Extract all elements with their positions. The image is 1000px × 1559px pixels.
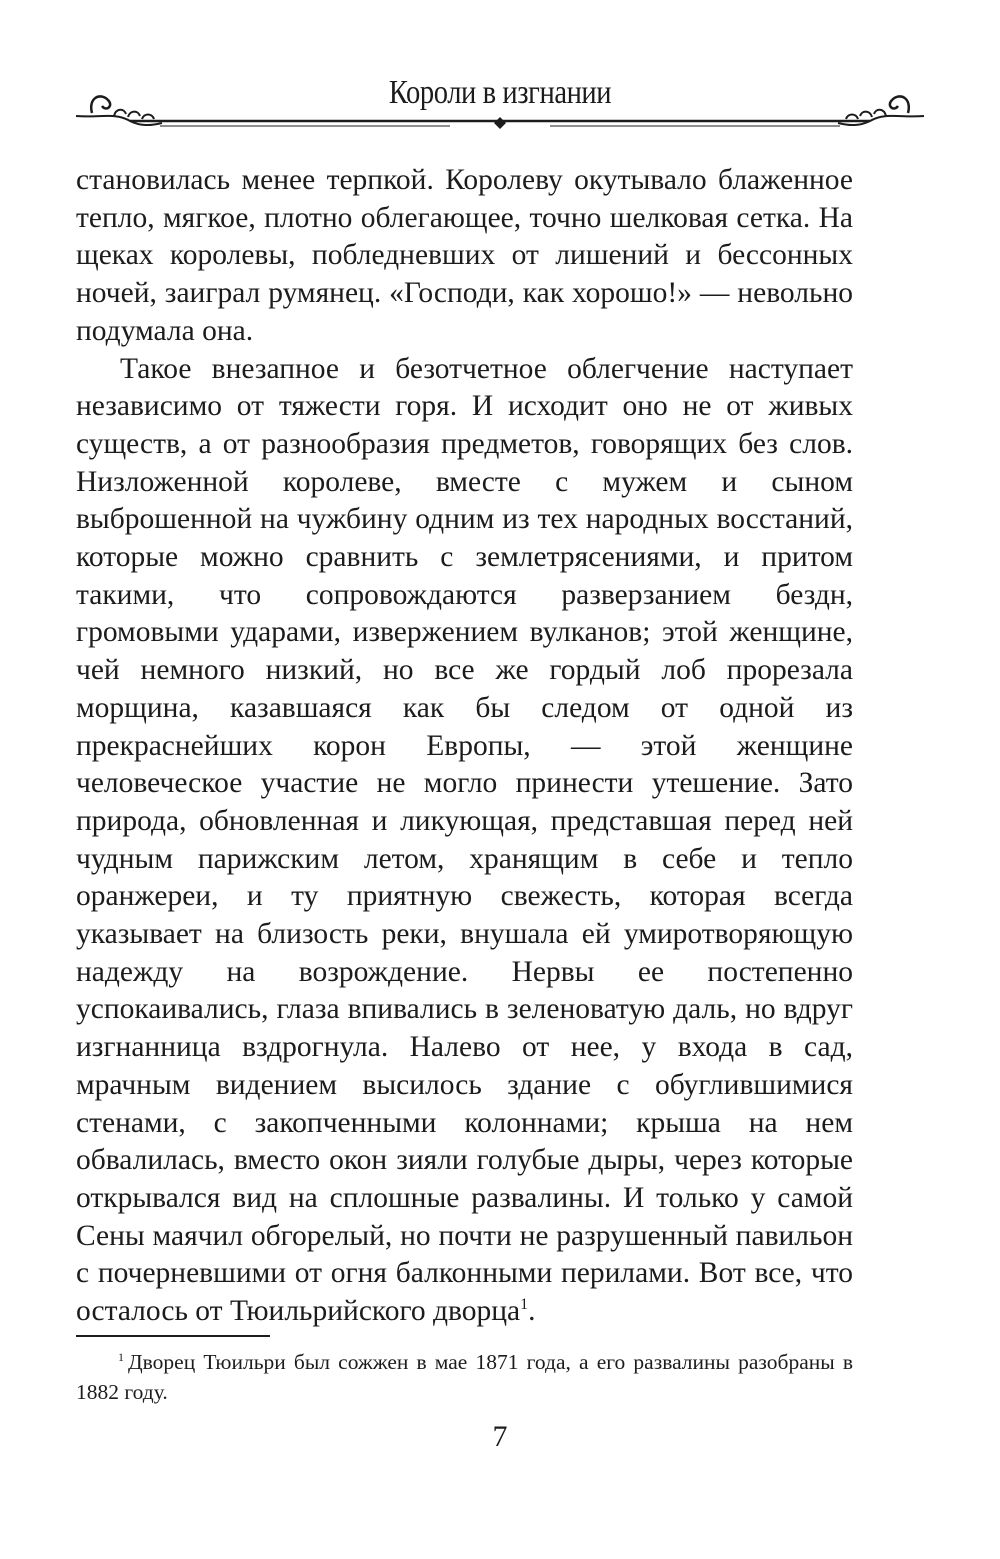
running-title: Короли в изгнании — [388, 74, 612, 111]
footnote-divider — [76, 1335, 270, 1337]
page-number: 7 — [492, 1420, 508, 1453]
footnote-mark: 1 — [118, 1349, 124, 1364]
paragraph-text: Такое внезапное и безотчетное облегчение наступает независимо от тяжести горя. И исходит оно не от живых существ, а от разнообразия предметов, говорящих без слов. Низложенной королеве, вместе с мужем и сыном выброшенной на чужбину одним из тех народных восстаний, которые можно сравнить с землетрясениями, и притом такими, что сопровождаются разверзанием бездн, громовыми ударами, извержением вулканов; этой женщине, чей немного низкий, но все же гордый лоб прорезала морщина, казавшаяся как бы следом от одной из прекраснейших корон Европы, — этой женщине человеческое участие не могло принести утешение. Зато природа, обновленная и ликующая, представшая перед ней чудным парижским летом, хранящим в себе и тепло оранжереи, и ту приятную свежесть, которая всегда указывает на близость реки, внушала ей умиротворяющую надежду на возрождение. Нервы ее постепенно успокаивались, глаза впивались в зеленоватую даль, но вдруг изгнанница вздрогнула. Налево от нее, у входа в сад, мрачным видением высилось здание с обуглившимися стенами, с закопченными колоннами; крыша на нем обвалилась, вместо окон зияли голубые дыры, через которые открывался вид на сплошные развалины. И только у самой Сены маячил обгорелый, но почти не разрушенный павильон с почерневшими от огня балконными перилами. Вот все, что осталось от Тюильрийского дворца — [76, 352, 853, 1328]
page-header — [70, 68, 930, 138]
footnote-text: Дворец Тюильри был сожжен в мае 1871 года, а его развалины разобраны в 1882 году. — [76, 1350, 853, 1404]
paragraph-continued: становилась менее терпкой. Королеву окутывало блаженное тепло, мягкое, плотно облегающее, точно шелковая сетка. На щеках королевы, побледневших от лишений и бессонных ночей, заиграл румянец. «Господи, как хорошо!» — невольно подумала она. — [76, 164, 853, 347]
footnote — [76, 1347, 853, 1407]
paragraph: Такое внезапное и безотчетное облегчение наступает независимо от тяжести горя. И исходит оно не от живых существ, а от разнообразия предметов, говорящих без слов. Низложенной королеве, вместе с мужем и сыном выброшенной на чужбину одним из тех народных восстаний, которые можно сравнить с землетрясениями, и притом такими, что сопровождаются разверзанием бездн, громовыми ударами, извержением вулканов; этой женщине, чей немного низкий, но все же гордый лоб прорезала морщина, казавшаяся как бы следом от одной из прекраснейших корон Европы, — этой женщине человеческое участие не могло принести утешение. Зато природа, обновленная и ликующая, представшая перед ней чудным парижским летом, хранящим в себе и тепло оранжереи, и ту приятную свежесть, которая всегда указывает на близость реки, внушала ей умиротворяющую надежду на возрождение. Нервы ее постепенно успокаивались, глаза впивались в зеленоватую даль, но вдруг изгнанница вздрогнула. Налево от нее, у входа в сад, мрачным видением высилось здание с обуглившимися стенами, с закопченными колоннами; крыша на нем обвалилась, вместо окон зияли голубые дыры, через которые открывался вид на сплошные развалины. И только у самой Сены маячил обгорелый, но почти не разрушенный павильон с почерневшими от огня балконными перилами. Вот все, что осталось от Тюильрийского дворца$^1$. — [76, 352, 853, 1328]
footnote-reference: 1 — [520, 1296, 529, 1314]
main-text — [76, 162, 853, 1331]
